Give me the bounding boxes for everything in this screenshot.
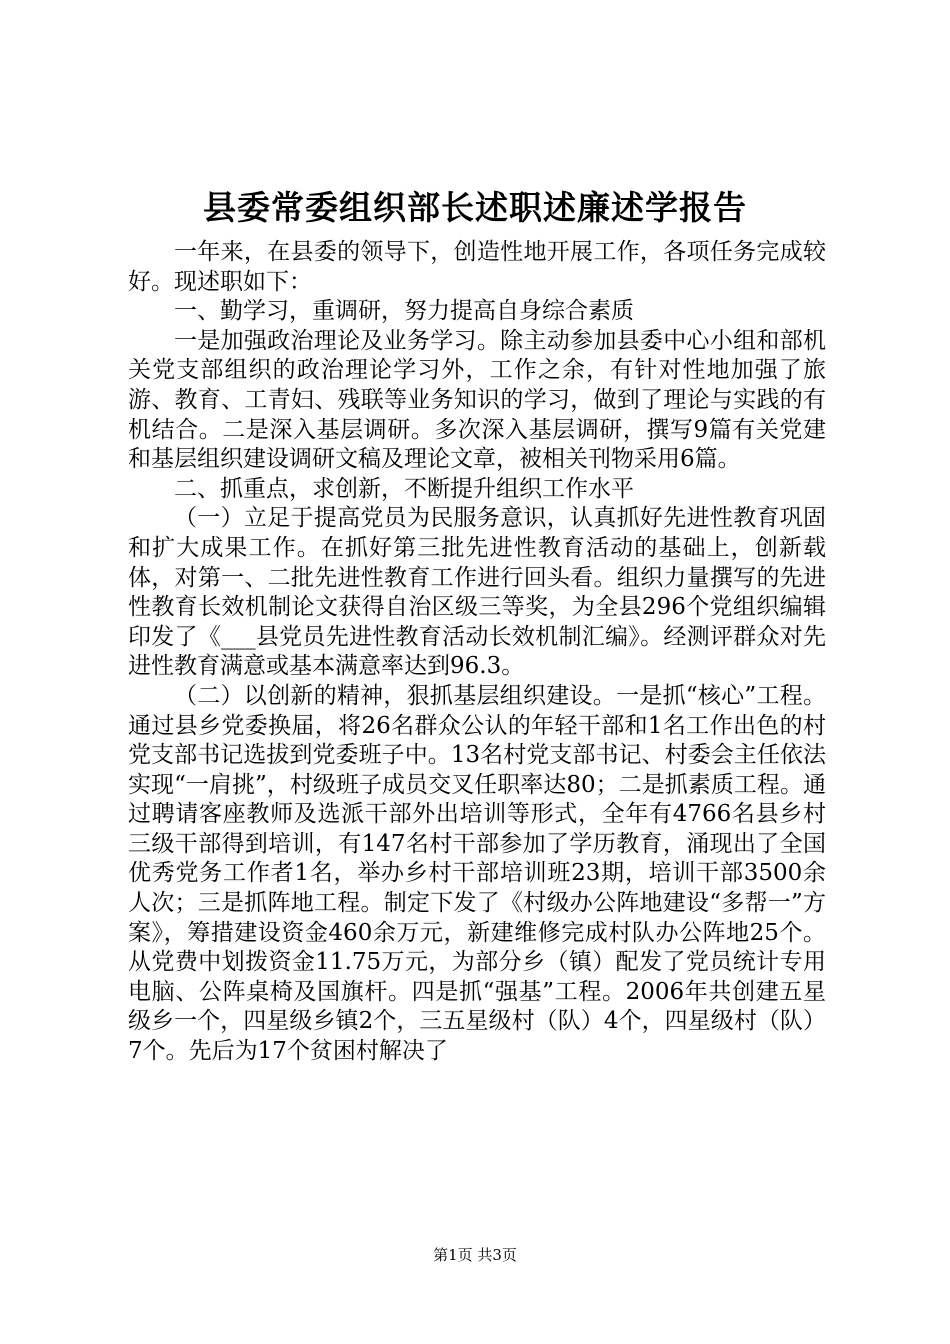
paragraph-intro: 一年来，在县委的领导下，创造性地开展工作，各项任务完成较好。现述职如下：	[128, 239, 826, 295]
section-heading-2: 二、抓重点，求创新，不断提升组织工作水平	[174, 475, 634, 502]
document-title: 县委常委组织部长述职述廉述学报告	[203, 188, 747, 227]
paragraph-item-2: （二）以创新的精神，狠抓基层组织建设。一是抓“核心”工程。通过县乡党委换届，将26名群众公认的年轻干部和1名工作出色的村党支部书记选拔到党委班子中。13名村党支部书记、村委会主任依法实现“一肩挑”，村级班子成员交叉任职率达80；二是抓素质工程。通过聘请客座教师及选派干部外出培训等形式，全年有4766名县乡村三级干部得到培训，有147名村干部参加了学历教育，涌现出了全国优秀党务工作者1名，举办乡村干部培训班23期，培训干部3500余人次；三是抓阵地工程。制定下发了《村级办公阵地建设“多帮一”方案》，筹措建设资金460余万元，新建维修完成村队办公阵地25个。从党费中划拨资金11.75万元，为部分乡（镇）配发了党员统计专用电脑、公阵桌椅及国旗杆。四是抓“强基”工程。2006年共创建五星级乡一个，四星级乡镇2个，三五星级村（队）4个，四星级村（队）7个。先后为17个贫困村解决了	[128, 682, 826, 1065]
page-number-footer: 第1页 共3页	[433, 1246, 517, 1264]
section-heading-1: 一、勤学习，重调研，努力提高自身综合素质	[174, 298, 634, 325]
paragraph-item-1: （一）立足于提高党员为民服务意识，认真抓好先进性教育巩固和扩大成果工作。在抓好第三批先进性教育活动的基础上，创新载体，对第一、二批先进性教育工作进行回头看。组织力量撰写的先进性教育长效机制论文获得自治区级三等奖，为全县296个党组织编辑印发了《___县党员先进性教育活动长效机制汇编》。经测评群众对先进性教育满意或基本满意率达到96.3。	[128, 505, 826, 680]
paragraph-study: 一是加强政治理论及业务学习。除主动参加县委中心小组和部机关党支部组织的政治理论学习外，工作之余，有针对性地加强了旅游、教育、工青妇、残联等业务知识的学习，做到了理论与实践的有机结合。二是深入基层调研。多次深入基层调研，撰写9篇有关党建和基层组织建设调研文稿及理论文章，被相关刊物采用6篇。	[128, 327, 826, 473]
document-body	[128, 238, 826, 1067]
